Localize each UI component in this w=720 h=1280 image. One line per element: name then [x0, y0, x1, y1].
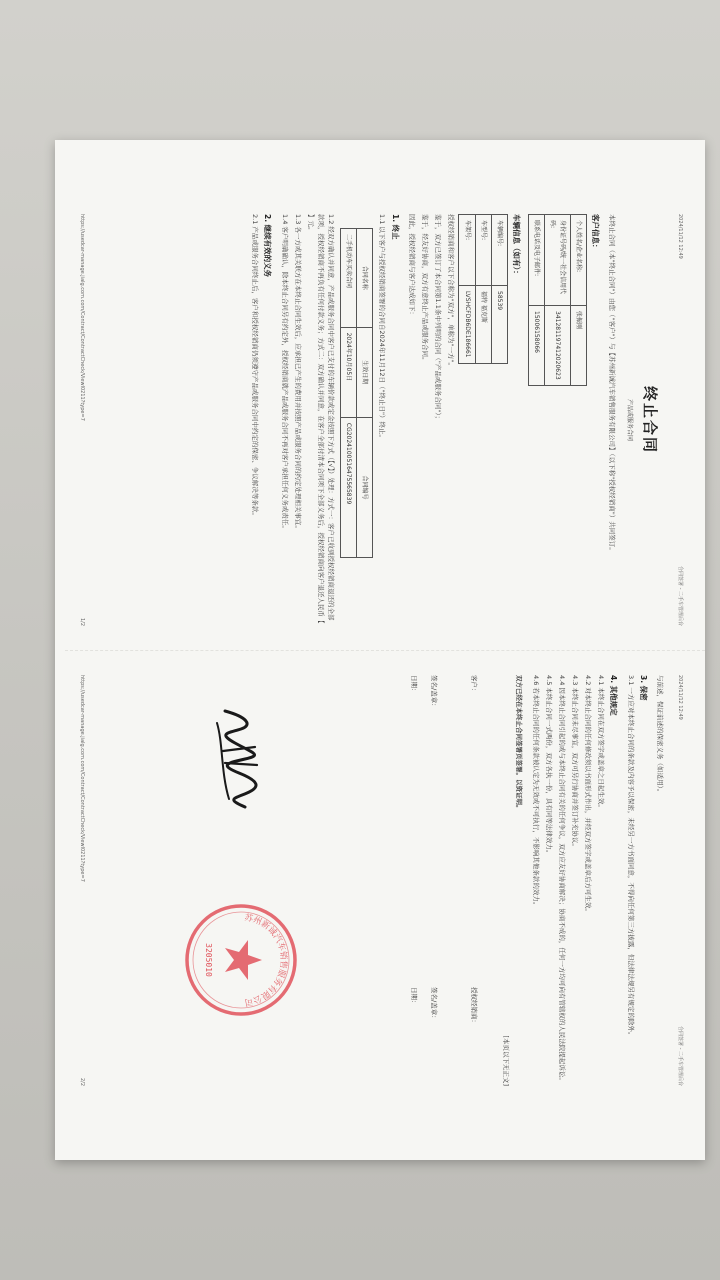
column-header: 生效日期	[357, 327, 373, 417]
dealer-signature-column	[399, 987, 479, 1026]
section-3-heading: 3. 保密	[639, 675, 649, 701]
cell-label: 车架号:	[459, 215, 475, 286]
customer-table	[528, 214, 587, 386]
cell-label: 车辆编号:	[491, 215, 507, 286]
contract-spread	[65, 190, 705, 1110]
clause-4-2: 4.2 对本终止合同的任何修改须以书面形式作出，并经双方签字或盖章后方可生效。	[583, 675, 592, 915]
clause-1-3: 1.3 各一方或其关联方在本终止合同生效后，应承担已产生的费用并按照产品或服务合同的约定处理相关事宜。	[293, 214, 302, 532]
header-title: 合同签署 - 二手车管理后台	[677, 1026, 683, 1086]
contract-subtitle: 产品或服务合同	[626, 398, 633, 441]
table-row	[545, 215, 571, 386]
lead-paragraph: 与前述，保证前述的保密义务（如适用）。	[656, 675, 665, 796]
footer-page-number: 1/2	[78, 617, 85, 626]
recital-1: 鉴于，双方已签订了本合同第1.1条中列明的合同（"产品或服务合同"）；	[434, 214, 443, 423]
product-contract-table	[340, 228, 374, 558]
cell-value: 58539	[491, 286, 507, 364]
page-header	[675, 675, 683, 1086]
seal-text: 苏州新诚汽车销售服务有限公司	[243, 913, 289, 1007]
page-header	[675, 214, 683, 626]
company-seal	[182, 901, 300, 1019]
header-time: 2024/11/12 12:49	[677, 675, 683, 720]
clause-4-1: 4.1 本终止合同在双方签字或盖章之日起生效。	[596, 675, 605, 811]
table-row	[475, 215, 491, 364]
contract-paper	[55, 140, 705, 1160]
header-title: 合同签署 - 二手车管理后台	[677, 566, 683, 626]
contract-number-cell: CG20241005164755658​39	[340, 417, 356, 557]
car-heading: 车辆信息（如有）：	[511, 214, 521, 278]
clause-2-1: 2.1 产品或服务合同终止后，客户和授权经销商仍须遵守产品或服务合同中约定的保密、争议解决等条款。	[250, 214, 259, 519]
signature-block	[399, 675, 479, 1086]
customer-date-label: 日期：	[410, 675, 419, 695]
column-header: 合同编号	[357, 417, 373, 557]
clause-4-4: 4.4 因本终止合同引起的或与本终止合同有关的任何争议，双方应友好协商解决；协商不成的，任何一方均可向有管辖权的人民法院提起诉讼。	[557, 675, 566, 1084]
cell-value: 福特 福克斯	[475, 286, 491, 364]
table-row	[570, 215, 586, 386]
footer-url: https://usedcar-manage.jialg.com.com/Contract/ContractCheck/Viewl0211?type=7	[78, 214, 85, 421]
section-4-heading: 4. 其他规定	[609, 675, 619, 716]
table-row	[491, 215, 507, 364]
definition-note: 授权经销商和客户以下合称为"双方"，单称为"一方"。	[447, 214, 456, 369]
handwritten-signature	[205, 703, 275, 813]
clause-1-1: 1.1 以下客户与授权经销商签署的合同自2024年11月12日（"终止日"）终止。	[378, 214, 387, 441]
clause-4-6: 4.6 若本终止合同的任何条款被认定为无效或不可执行，不影响其他条款的效力。	[531, 675, 540, 909]
page-1	[65, 190, 705, 650]
customer-signature-column	[399, 675, 479, 710]
table-row	[528, 215, 544, 386]
cell-value: 15006158066	[528, 306, 544, 386]
cell-label: 身份证号码/统一社会信用代码:	[545, 215, 571, 306]
section-2-heading: 2. 继续有效的义务	[263, 214, 273, 278]
cell-value: 341281197412020623	[545, 306, 571, 386]
closing-statement: 双方已经在本终止合同签署页签署。以资证明。	[515, 675, 524, 812]
cell-label: 车型号:	[475, 215, 491, 286]
footer-page-number: 2/2	[78, 1077, 85, 1086]
cell-label: 联系电话及电子邮件:	[528, 215, 544, 306]
table-header-row	[357, 229, 373, 558]
recital-2: 鉴于，经友好协商，双方有意终止产品或服务合同。	[421, 214, 430, 364]
table-row	[459, 215, 475, 364]
customer-heading: 客户信息：	[590, 214, 600, 252]
contract-name-cell: 二手机动车买卖合同	[340, 229, 356, 328]
car-table	[458, 214, 508, 364]
seal-code: 3205010	[204, 943, 213, 977]
page-footer	[77, 675, 85, 1086]
clause-4-3: 4.3 本终止合同未尽事宜，双方可另行协商并签订补充协议。	[570, 675, 579, 850]
column-header: 合同名称	[357, 229, 373, 328]
cell-value: LVSHCFDB6DE186661	[459, 286, 475, 364]
intro-paragraph: 本终止合同（本"终止合同"）由您（"客户"）与【苏州新诚汽车销售服务有限公司】（以下称"授权经销商"）共同签订。	[607, 214, 616, 554]
clause-3-1: 3.1 一方应对本终止合同的条款及内容予以保密，未经另一方书面同意，不得向任何第三方披露，但法律法规另有规定的除外。	[626, 675, 635, 1039]
table-row	[340, 229, 356, 558]
dealer-date-label: 日期：	[410, 987, 419, 1007]
agree-line: 因此，授权经销商与客户达成如下：	[408, 214, 417, 318]
effective-date-cell: 2024年10月05日	[340, 327, 356, 417]
page-footer	[77, 214, 85, 626]
cell-label: 个人姓名/企业名称:	[570, 215, 586, 306]
customer-label: 客户：	[470, 675, 479, 695]
clause-4-5: 4.5 本终止合同一式两份，双方各执一份，具有同等法律效力。	[544, 675, 553, 857]
footer-url: https://usedcar-manage.jialg.com.com/Contract/ContractCheck/Viewl0211?type=7	[78, 675, 85, 882]
no-text-note: [本页以下无正文]	[502, 1035, 511, 1086]
dealer-label: 授权经销商：	[470, 987, 479, 1026]
page-2	[65, 650, 705, 1110]
cell-value: 张振刚	[570, 306, 586, 386]
contract-title: 终止合同	[641, 385, 660, 454]
customer-sign-label: 签名/盖章：	[430, 675, 439, 710]
clause-1-2: 1.2 经双方确认并同意，产品或服务合同中客户已支付的车辆价款或定金按照下方式（【√】）处理：方式一：客户已收到授权经销商退还的全部款项，授权经销商不再负有任何付款义务；方式二：双方确认并同意，在客户全部付清本合同项下全部义务后，授权经销商向客户退还人民币【 】元。	[306, 214, 335, 624]
dealer-sign-label: 签名/盖章：	[430, 987, 439, 1022]
header-time: 2024/11/12 12:49	[677, 214, 683, 259]
section-1-heading: 1. 终止	[391, 214, 401, 240]
clause-1-4: 1.4 客户明确确认，除本终止合同另有约定外，授权经销商就产品或服务合同不再对客户承担任何义务或责任。	[280, 214, 289, 532]
